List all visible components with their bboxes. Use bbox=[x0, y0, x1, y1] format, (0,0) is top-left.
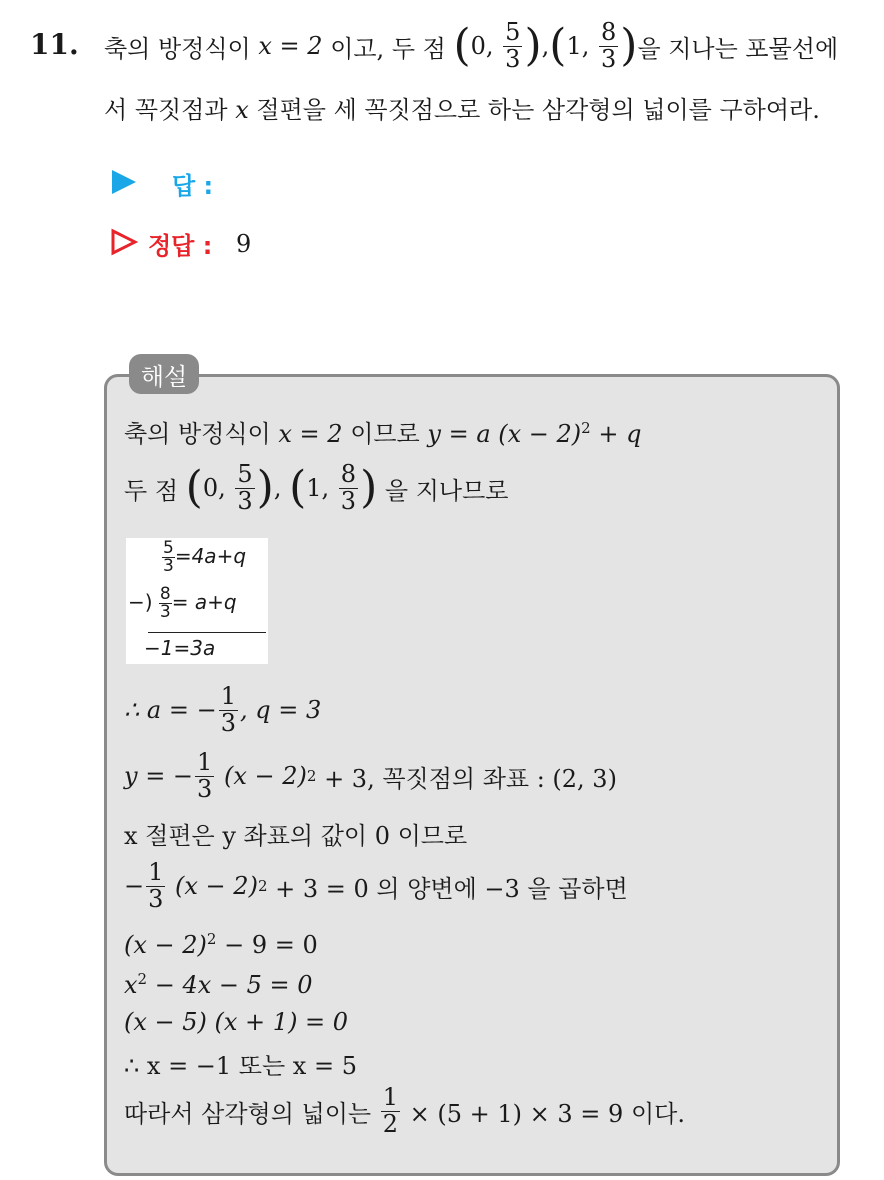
fraction: $\frac{5}{3}$ bbox=[505, 18, 521, 73]
solution-line-11: 따라서 삼각형의 넓이는 $\frac{1}{2}$ × (5 + 1) × 3 = 9 이다. bbox=[124, 1083, 685, 1138]
fraction: $\frac{8}{3}$ bbox=[340, 460, 357, 515]
question-number: 11. bbox=[30, 28, 79, 61]
question-line-1: 축의 방정식이 x = 2 이고, 두 점 ( 0, $\frac{5}{3}$ ) , ( 1, $\frac{8}{3}$ ) 을 지나는 포물선에 bbox=[104, 18, 839, 73]
solution-line-7: $(x - 2)^2 - 9 = 0$ bbox=[124, 930, 318, 959]
solution-line-9: (x − 5) (x + 1) = 0 bbox=[124, 1008, 349, 1036]
solution-line-3: ∴ a = − $\frac{1}{3}$ , q = 3 bbox=[124, 682, 322, 737]
correct-value: 9 bbox=[236, 230, 252, 258]
question-line-2: 서 꼭짓점과 x 절편을 세 꼭짓점으로 하는 삼각형의 넓이를 구하여라. bbox=[104, 96, 820, 124]
solution-line-5: x 절편은 y 좌표의 값이 0 이므로 bbox=[124, 822, 468, 850]
fraction: $\frac{5}{3}$ bbox=[237, 460, 253, 515]
answer-label: 답 : bbox=[172, 172, 214, 200]
question-text: 이고, 두 점 bbox=[330, 34, 446, 63]
equation-system: $\frac{5}{3}$ =4a+q −) $\frac{8}{3}$ = a+q −1=3a bbox=[126, 538, 268, 664]
solution-tag: 해설 bbox=[129, 354, 199, 394]
solution-line-1: 축의 방정식이 x = 2 이므로 y = a $(x - 2)^2 + q$ bbox=[124, 419, 642, 448]
point-x: 1, bbox=[566, 32, 590, 60]
math-expression: x = 2 bbox=[258, 32, 323, 60]
answer-arrow-icon bbox=[112, 170, 136, 194]
correct-label: 정답 : bbox=[148, 232, 213, 260]
solution-line-10: ∴ x = −1 또는 x = 5 bbox=[124, 1052, 357, 1080]
point-x: 0, bbox=[470, 32, 494, 60]
solution-line-2: 두 점 ( 0, $\frac{5}{3}$ ) , ( 1, $\frac{8}{3}$ ) 을 지나므로 bbox=[124, 460, 509, 515]
solution-line-8: $x^2 - 4x - 5 = 0$ bbox=[124, 970, 313, 999]
question-text: 을 지나는 포물선에 bbox=[637, 34, 839, 63]
question-text: 축의 방정식이 bbox=[104, 34, 251, 63]
solution-line-4: y = − $\frac{1}{3}$ (x − 2) 2 + 3, 꼭짓점의 좌표 : (2, 3) bbox=[124, 748, 617, 803]
solution-line-6: − $\frac{1}{3}$ (x − 2) 2 + 3 = 0 의 양변에 −3 을 곱하면 bbox=[124, 858, 628, 913]
fraction: $\frac{8}{3}$ bbox=[600, 18, 617, 73]
correct-arrow-icon bbox=[110, 228, 138, 260]
